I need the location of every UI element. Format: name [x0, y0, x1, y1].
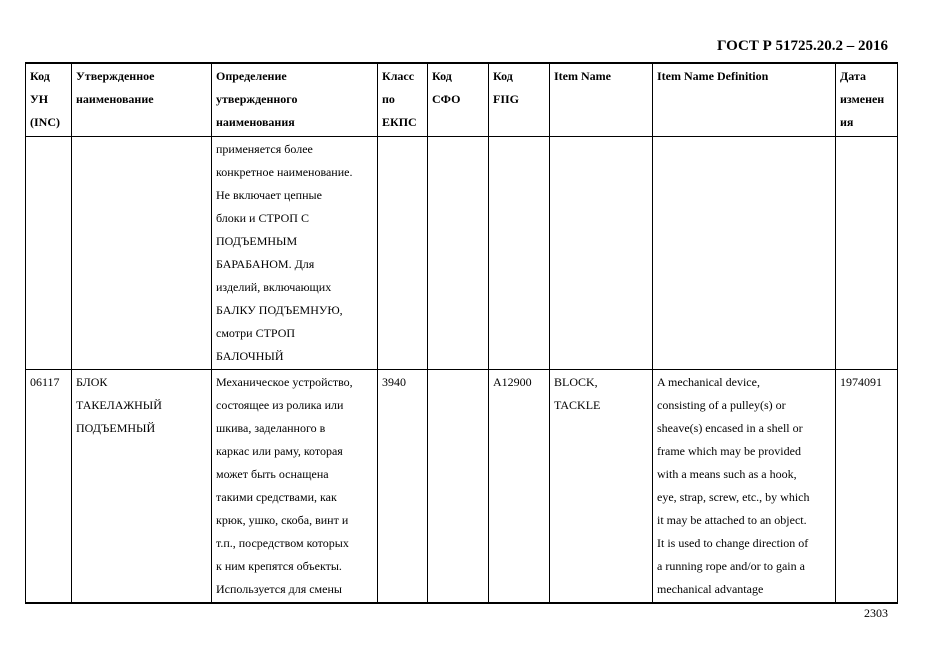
text-line: 3940: [382, 375, 406, 389]
cell-sfo-code: [428, 370, 489, 604]
text-line: Код: [432, 69, 452, 83]
table-row: [26, 137, 898, 370]
table-header-row: [26, 63, 898, 137]
item-name-table: [25, 62, 898, 604]
text-line: Дата: [840, 69, 866, 83]
text-line: каркас или раму, которая: [216, 444, 343, 458]
cell-change-date: [836, 370, 898, 604]
text-line: consisting of a pulley(s) or: [657, 398, 786, 412]
text-line: Item Name Definition: [657, 69, 769, 83]
text-line: БАРАБАНОМ. Для: [216, 257, 315, 271]
text-line: mechanical advantage: [657, 582, 764, 596]
text-line: к ним крепятся объекты.: [216, 559, 342, 573]
text-line: eye, strap, screw, etc., by which: [657, 490, 810, 504]
cell-sfo-code: [428, 137, 489, 370]
header-ekps-class: [378, 63, 428, 137]
text-line: изменен: [840, 92, 885, 106]
text-line: Механическое устройство,: [216, 375, 353, 389]
text-line: может быть оснащена: [216, 467, 329, 481]
cell-item-name-definition: [653, 370, 836, 604]
text-line: Используется для смены: [216, 582, 342, 596]
text-line: такими средствами, как: [216, 490, 337, 504]
text-line: A12900: [493, 375, 532, 389]
text-line: блоки и СТРОП С: [216, 211, 309, 225]
text-line: Утвержденное: [76, 69, 155, 83]
cell-inc: [26, 137, 72, 370]
text-line: A mechanical device,: [657, 375, 760, 389]
text-line: it may be attached to an object.: [657, 513, 807, 527]
cell-item-name-definition: [653, 137, 836, 370]
text-line: ПОДЪЕМНЫМ: [216, 234, 298, 248]
text-line: утвержденного: [216, 92, 298, 106]
text-line: наименование: [76, 92, 154, 106]
text-line: Item Name: [554, 69, 611, 83]
cell-fiig-code: [489, 370, 550, 604]
text-line: конкретное наименование.: [216, 165, 353, 179]
text-line: УН: [30, 92, 49, 106]
header-item-name-definition: [653, 63, 836, 137]
text-line: изделий, включающих: [216, 280, 332, 294]
text-line: крюк, ушко, скоба, винт и: [216, 513, 349, 527]
text-line: Не включает цепные: [216, 188, 322, 202]
header-item-name: [550, 63, 653, 137]
document-code: ГОСТ Р 51725.20.2 – 2016: [716, 38, 888, 54]
text-line: по: [382, 92, 395, 106]
text-line: БАЛОЧНЫЙ: [216, 349, 284, 363]
text-line: смотри СТРОП: [216, 326, 296, 340]
text-line: применяется более: [216, 142, 313, 156]
text-line: with a means such as a hook,: [657, 467, 797, 481]
header-change-date: [836, 63, 898, 137]
cell-item-name: [550, 137, 653, 370]
text-line: ия: [840, 115, 854, 129]
cell-approved-name: [72, 370, 212, 604]
cell-change-date: [836, 137, 898, 370]
text-line: frame which may be provided: [657, 444, 801, 458]
text-line: 1974091: [840, 375, 882, 389]
text-line: ТАКЕЛАЖНЫЙ: [76, 398, 162, 412]
text-line: ЕКПС: [382, 115, 417, 129]
text-line: Определение: [216, 69, 287, 83]
text-line: (INC): [30, 115, 60, 129]
cell-ekps-class: [378, 137, 428, 370]
text-line: TACKLE: [554, 398, 601, 412]
text-line: состоящее из ролика или: [216, 398, 344, 412]
cell-approved-name: [72, 137, 212, 370]
text-line: 06117: [30, 375, 60, 389]
cell-fiig-code: [489, 137, 550, 370]
text-line: наименования: [216, 115, 295, 129]
text-line: It is used to change direction of: [657, 536, 809, 550]
text-line: sheave(s) encased in a shell or: [657, 421, 803, 435]
header-sfo-code: [428, 63, 489, 137]
text-line: Код: [30, 69, 50, 83]
text-line: ПОДЪЕМНЫЙ: [76, 421, 156, 435]
header-inc: [26, 63, 72, 137]
page-number: 2303: [864, 606, 888, 620]
text-line: т.п., посредством которых: [216, 536, 349, 550]
header-approved-name: [72, 63, 212, 137]
text-line: BLOCK,: [554, 375, 598, 389]
header-fiig-code: [489, 63, 550, 137]
text-line: Код: [493, 69, 513, 83]
text-line: БАЛКУ ПОДЪЕМНУЮ,: [216, 303, 343, 317]
text-line: FIIG: [493, 92, 520, 106]
cell-ekps-class: [378, 370, 428, 604]
text-line: Класс: [382, 69, 415, 83]
text-line: СФО: [432, 92, 461, 106]
text-line: a running rope and/or to gain a: [657, 559, 805, 573]
header-definition: [212, 63, 378, 137]
cell-definition: [212, 137, 378, 370]
text-line: шкива, заделанного в: [216, 421, 326, 435]
text-line: БЛОК: [76, 375, 108, 389]
cell-inc: [26, 370, 72, 604]
cell-item-name: [550, 370, 653, 604]
table-row: [26, 370, 898, 604]
cell-definition: [212, 370, 378, 604]
